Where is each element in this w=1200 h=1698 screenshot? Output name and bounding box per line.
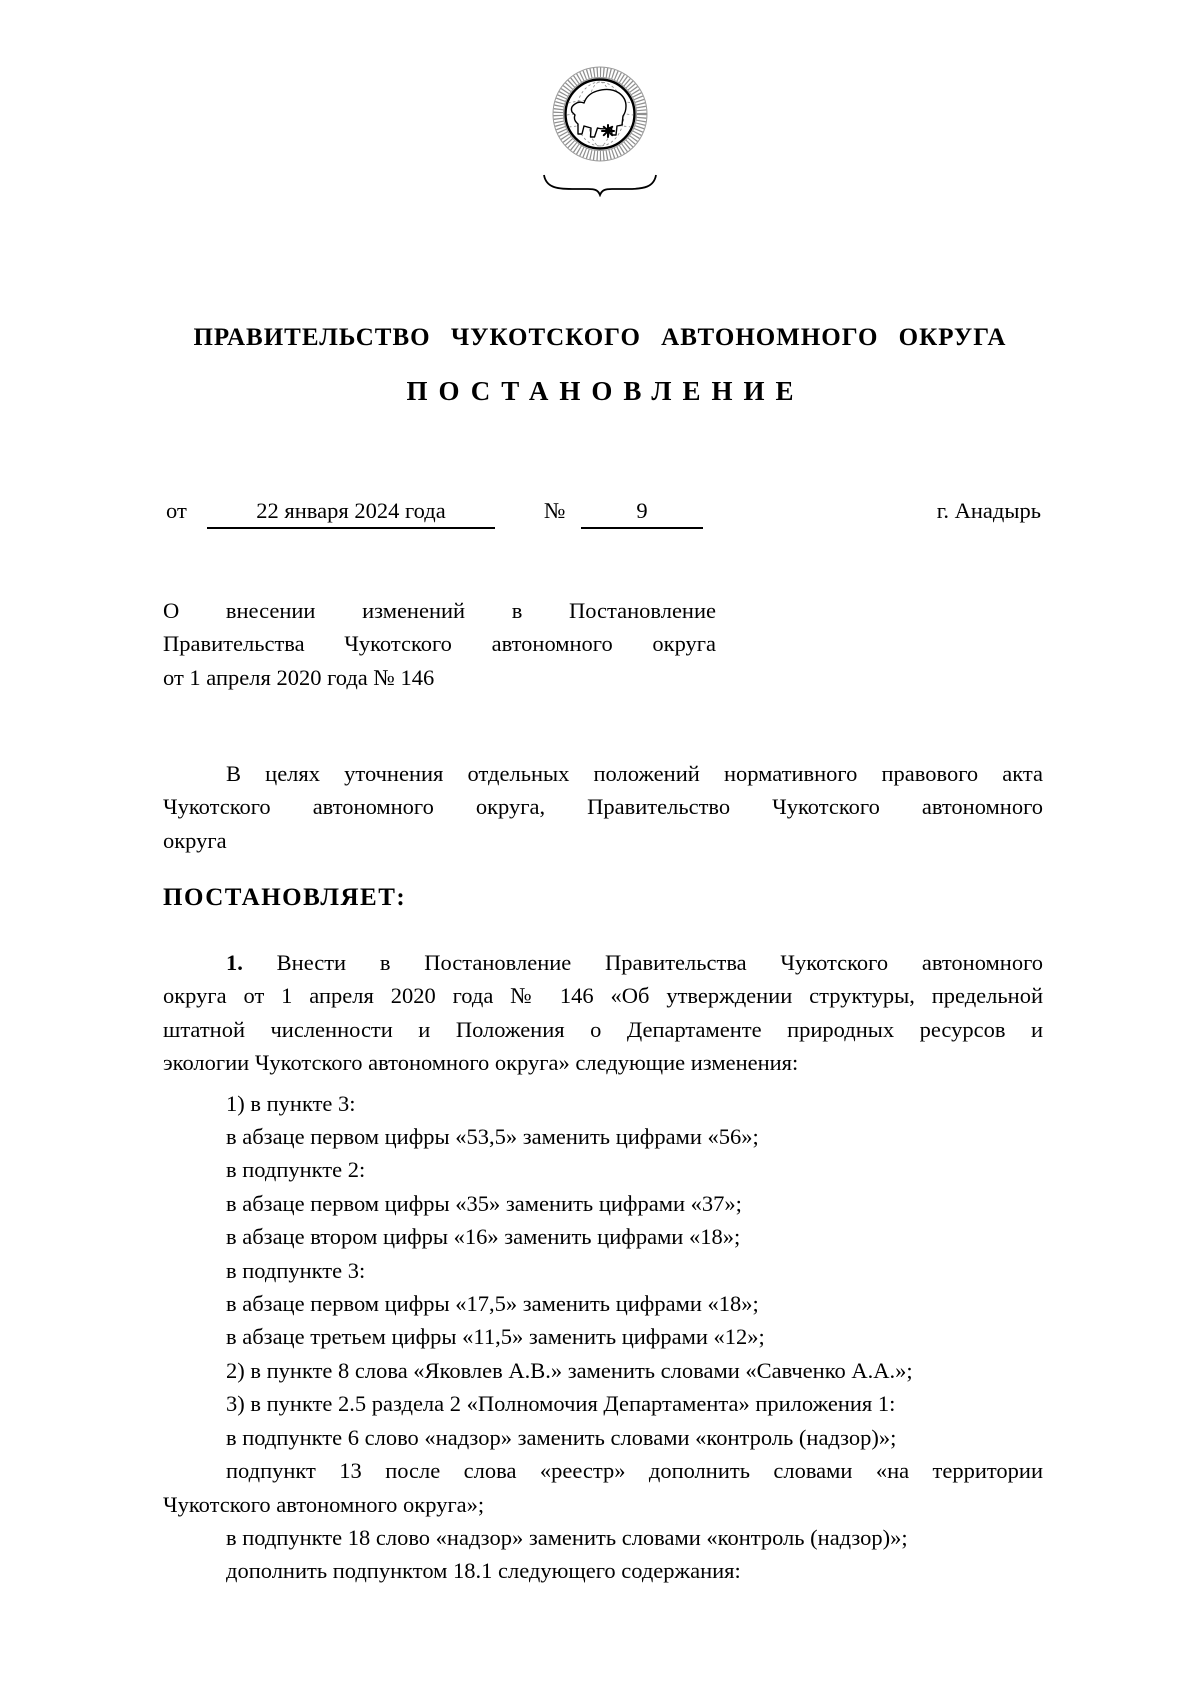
amendment-line: 3) в пункте 2.5 раздела 2 «Полномочия Департамента» приложения 1:: [226, 1391, 896, 1417]
number-sign: №: [544, 498, 566, 523]
resolution-item-1: [163, 946, 1043, 1080]
amendment-item: [163, 1287, 1043, 1320]
amendment-line: в абзаце первом цифры «17,5» заменить цифрами «18»;: [226, 1291, 759, 1317]
item-text: Внести в Постановление Правительства Чукотского автономного: [276, 950, 1043, 975]
resolution-item-line: [163, 946, 1043, 979]
resolves-heading: ПОСТАНОВЛЯЕТ:: [163, 884, 407, 911]
document-body: [163, 946, 1043, 1588]
item-number: 1.: [226, 950, 243, 975]
document-date: 22 января 2024 года: [207, 498, 495, 529]
amendment-line: 1) в пункте 3:: [226, 1090, 356, 1116]
amendment-line: дополнить подпунктом 18.1 следующего содержания:: [226, 1558, 741, 1584]
preamble-line: округа: [163, 827, 227, 853]
resolution-item-line: экологии Чукотского автономного округа» следующие изменения:: [163, 1050, 799, 1076]
amendment-line: в подпункте 6 слово «надзор» заменить словами «контроль (надзор)»;: [226, 1424, 897, 1450]
amendment-line: подпункт 13 после слова «реестр» дополнить словами «на территории: [226, 1458, 1043, 1484]
requisites-row: [163, 498, 1043, 534]
amendment-line: в абзаце первом цифры «53,5» заменить цифрами «56»;: [226, 1124, 759, 1150]
amendment-item: [163, 1454, 1043, 1521]
subject-line: О внесении изменений в Постановление: [163, 598, 716, 623]
emblem-bracket-icon: [542, 173, 658, 197]
amendment-item: [163, 1354, 1043, 1387]
amendments-list: [163, 1087, 1043, 1588]
amendment-line: в подпункте 2:: [226, 1157, 366, 1183]
preamble-line: Чукотского автономного округа, Правительство Чукотского автономного: [163, 794, 1043, 820]
amendment-item: [163, 1554, 1043, 1587]
subject-line: Правительства Чукотского автономного округа: [163, 631, 716, 657]
coat-of-arms-chukotka-icon: [548, 62, 652, 166]
amendment-item: [163, 1120, 1043, 1153]
document-number: 9: [581, 498, 703, 529]
amendment-item: [163, 1153, 1043, 1186]
amendment-line: в абзаце первом цифры «35» заменить цифрами «37»;: [226, 1190, 742, 1216]
amendment-item: [163, 1187, 1043, 1220]
date-prefix-label: от: [166, 498, 187, 523]
amendment-item: [163, 1521, 1043, 1554]
resolution-item-line: штатной численности и Положения о Департаменте природных ресурсов и: [163, 1016, 1043, 1042]
subject-line: от 1 апреля 2020 года № 146: [163, 664, 435, 690]
amendment-item: [163, 1320, 1043, 1353]
amendment-item: [163, 1220, 1043, 1253]
subject-block: [163, 594, 716, 694]
document-type-title: ПОСТАНОВЛЕНИЕ: [406, 376, 805, 406]
place-of-issue: г. Анадырь: [936, 498, 1041, 523]
amendment-item: [163, 1421, 1043, 1454]
amendment-item: [163, 1087, 1043, 1120]
amendment-line: в абзаце третьем цифры «11,5» заменить цифрами «12»;: [226, 1324, 765, 1350]
amendment-line: в подпункте 3:: [226, 1257, 366, 1283]
preamble-line: В целях уточнения отдельных положений нормативного правового акта: [226, 761, 1043, 786]
amendment-line: в абзаце втором цифры «16» заменить цифрами «18»;: [226, 1224, 741, 1250]
issuing-authority-title: ПРАВИТЕЛЬСТВО ЧУКОТСКОГО АВТОНОМНОГО ОКРУГА: [193, 324, 1007, 351]
resolution-item-line: округа от 1 апреля 2020 года № 146 «Об утверждении структуры, предельной: [163, 983, 1043, 1009]
amendment-line: в подпункте 18 слово «надзор» заменить словами «контроль (надзор)»;: [226, 1524, 908, 1550]
amendment-item: [163, 1254, 1043, 1287]
emblem-block: [542, 62, 658, 197]
amendment-line: 2) в пункте 8 слова «Яковлев А.В.» заменить словами «Савченко А.А.»;: [226, 1357, 913, 1383]
amendment-line: Чукотского автономного округа»;: [163, 1491, 485, 1517]
preamble-paragraph: [163, 757, 1043, 857]
amendment-item: [163, 1387, 1043, 1420]
